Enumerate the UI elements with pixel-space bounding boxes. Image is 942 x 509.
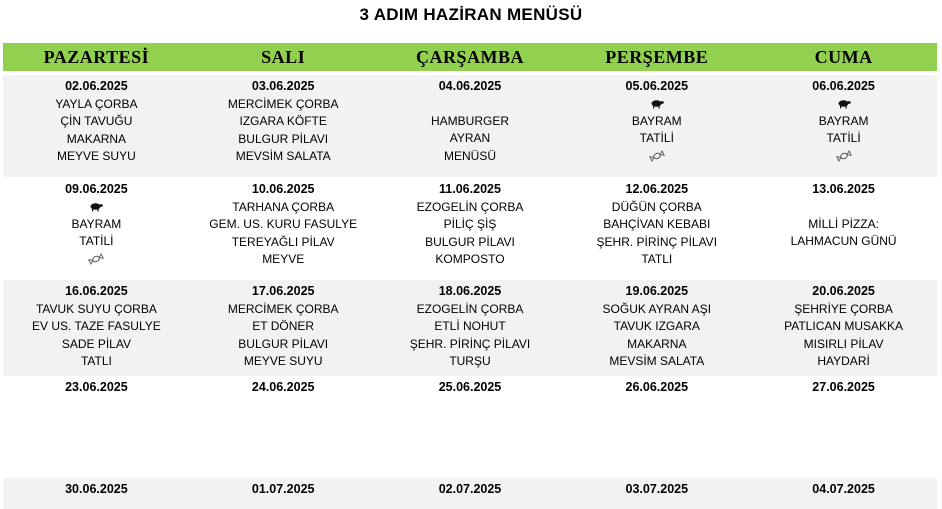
- menu-item: ETLİ NOHUT: [434, 319, 506, 333]
- menu-item: EZOGELİN ÇORBA: [416, 199, 524, 214]
- menu-item: IZGARA KÖFTE: [239, 114, 327, 128]
- menu-date: 10.06.2025: [251, 182, 315, 196]
- menu-item: ŞEHR. PİRİNÇ PİLAVI: [409, 336, 531, 351]
- menu-item: TAVUK SUYU ÇORBA: [35, 301, 157, 316]
- menu-item: TATİLİ: [79, 234, 114, 248]
- day-header-friday: CUMA: [814, 47, 873, 67]
- week-row: [3, 75, 937, 177]
- menu-item: TEREYAĞLI PİLAV: [231, 234, 335, 249]
- day-header-wednesday: ÇARŞAMBA: [415, 47, 524, 67]
- menu-day-cell: [750, 478, 937, 509]
- menu-day-cell: [3, 75, 190, 177]
- menu-day-cell: [563, 178, 750, 278]
- candy-icon: [750, 148, 937, 165]
- menu-date: 19.06.2025: [625, 284, 689, 298]
- menu-item: MAKARNA: [66, 131, 127, 146]
- menu-day-cell: [3, 280, 190, 376]
- menu-day-cell: [190, 478, 377, 509]
- menu-item: TARHANA ÇORBA: [232, 199, 335, 214]
- menu-day-cell: [190, 178, 377, 278]
- menu-date: 27.06.2025: [812, 380, 875, 394]
- menu-item: HAMBURGER: [430, 113, 509, 128]
- menu-item: DÜĞÜN ÇORBA: [611, 199, 702, 214]
- menu-item: ÇİN TAVUĞU: [60, 114, 133, 128]
- menu-day-cell: [563, 280, 750, 376]
- menu-date: 05.06.2025: [625, 79, 689, 93]
- menu-item: BAYRAM: [631, 113, 682, 128]
- menu-day-cell: [563, 75, 750, 177]
- menu-date: 23.06.2025: [65, 380, 128, 394]
- menu-item: EV US. TAZE FASULYE: [32, 319, 161, 333]
- menu-item: PATLICAN MUSAKKA: [784, 319, 904, 333]
- menu-day-cell: [377, 478, 564, 509]
- menu-day-cell: [3, 178, 190, 278]
- menu-item: MEYVE SUYU: [57, 149, 136, 163]
- page-title: 3 ADIM HAZİRAN MENÜSÜ: [359, 5, 583, 24]
- menu-item: ŞEHR. PİRİNÇ PİLAVI: [596, 234, 718, 249]
- menu-item: BULGUR PİLAVI: [238, 336, 329, 351]
- menu-day-cell: [377, 178, 564, 278]
- sheep-icon: [563, 96, 750, 113]
- menu-item: TATLI: [80, 354, 112, 368]
- sheep-icon: [3, 199, 190, 216]
- menu-item: EZOGELİN ÇORBA: [416, 301, 524, 316]
- menu-day-cell: [3, 478, 190, 509]
- menu-day-cell: [750, 376, 937, 476]
- day-header-tuesday: SALI: [261, 47, 306, 67]
- menu-item: TAVUK IZGARA: [613, 319, 700, 333]
- menu-day-cell: [750, 280, 937, 376]
- menu-item: SOĞUK AYRAN AŞI: [602, 301, 712, 316]
- menu-day-cell: [377, 75, 564, 177]
- menu-item: MERCİMEK ÇORBA: [227, 301, 339, 316]
- menu-item: TURŞU: [449, 354, 491, 368]
- menu-day-cell: [750, 178, 937, 278]
- menu-item: MEVSİM SALATA: [235, 149, 331, 163]
- menu-date: 09.06.2025: [65, 182, 128, 196]
- menu-date: 03.07.2025: [625, 482, 689, 496]
- candy-icon: [3, 251, 190, 268]
- menu-item: ŞEHRİYE ÇORBA: [794, 301, 893, 316]
- menu-date: 13.06.2025: [812, 182, 875, 196]
- menu-item: BAYRAM: [818, 113, 869, 128]
- day-header-monday: PAZARTESİ: [43, 47, 150, 67]
- menu-item: TATLI: [641, 252, 673, 266]
- menu-day-cell: [563, 376, 750, 476]
- menu-date: 03.06.2025: [251, 79, 315, 93]
- menu-date: 16.06.2025: [65, 284, 128, 298]
- menu-day-cell: [563, 478, 750, 509]
- menu-item: GEM. US. KURU FASULYE: [209, 217, 358, 231]
- menu-item: MEVSİM SALATA: [609, 354, 705, 368]
- menu-item: MEYVE SUYU: [243, 354, 323, 368]
- menu-day-cell: [377, 376, 564, 476]
- menu-date: 01.07.2025: [251, 482, 315, 496]
- menu-day-cell: [190, 280, 377, 376]
- menu-date: 04.07.2025: [812, 482, 875, 496]
- menu-item: TATİLİ: [826, 131, 861, 145]
- menu-item: AYRAN: [449, 131, 491, 145]
- menu-item: YAYLA ÇORBA: [55, 96, 138, 111]
- menu-date: 17.06.2025: [251, 284, 315, 298]
- menu-date: 11.06.2025: [439, 182, 501, 196]
- week-row: [3, 376, 937, 476]
- menu-date: 04.06.2025: [438, 79, 502, 93]
- menu-date: 12.06.2025: [625, 182, 689, 196]
- menu-day-cell: [190, 376, 377, 476]
- menu-day-cell: [190, 75, 377, 177]
- week-row: [3, 478, 937, 509]
- menu-date: 24.06.2025: [251, 380, 315, 394]
- menu-date: 06.06.2025: [812, 79, 875, 93]
- menu-date: 18.06.2025: [438, 284, 502, 298]
- menu-date: 20.06.2025: [812, 284, 875, 298]
- weekday-header: [3, 43, 937, 71]
- day-header-thursday: PERŞEMBE: [605, 47, 709, 67]
- menu-date: 25.06.2025: [438, 380, 502, 394]
- menu-item: MAKARNA: [627, 336, 687, 351]
- menu-item: TATİLİ: [639, 131, 674, 145]
- menu-item: ET DÖNER: [252, 319, 315, 333]
- candy-icon: [563, 148, 750, 165]
- menu-day-cell: [3, 376, 190, 476]
- menu-item: HAYDARİ: [817, 354, 870, 368]
- sheep-icon: [750, 96, 937, 113]
- menu-item: MENÜSÜ: [443, 148, 496, 163]
- menu-date: 26.06.2025: [625, 380, 689, 394]
- menu-item: BAHÇİVAN KEBABI: [603, 217, 711, 231]
- menu-item: LAHMACUN GÜNÜ: [790, 234, 897, 248]
- menu-item: BULGUR PİLAVI: [425, 234, 515, 249]
- menu-date: 30.06.2025: [65, 482, 128, 496]
- menu-date: 02.06.2025: [65, 79, 128, 93]
- menu-item: KOMPOSTO: [435, 252, 505, 266]
- week-row: [3, 280, 937, 376]
- menu-date: 02.07.2025: [438, 482, 502, 496]
- menu-item: SADE PİLAV: [61, 336, 131, 351]
- menu-item: MERCİMEK ÇORBA: [227, 96, 339, 111]
- menu-item: MEYVE: [262, 252, 305, 266]
- week-row: [3, 178, 937, 278]
- menu-item: MİLLİ PİZZA:: [808, 216, 879, 231]
- menu-day-cell: [750, 75, 937, 177]
- menu-day-cell: [377, 280, 564, 376]
- menu-item: BULGUR PİLAVI: [238, 131, 329, 146]
- menu-item: MISIRLI PİLAV: [803, 336, 884, 351]
- menu-item: BAYRAM: [71, 216, 122, 231]
- menu-item: PİLİÇ ŞİŞ: [443, 217, 497, 231]
